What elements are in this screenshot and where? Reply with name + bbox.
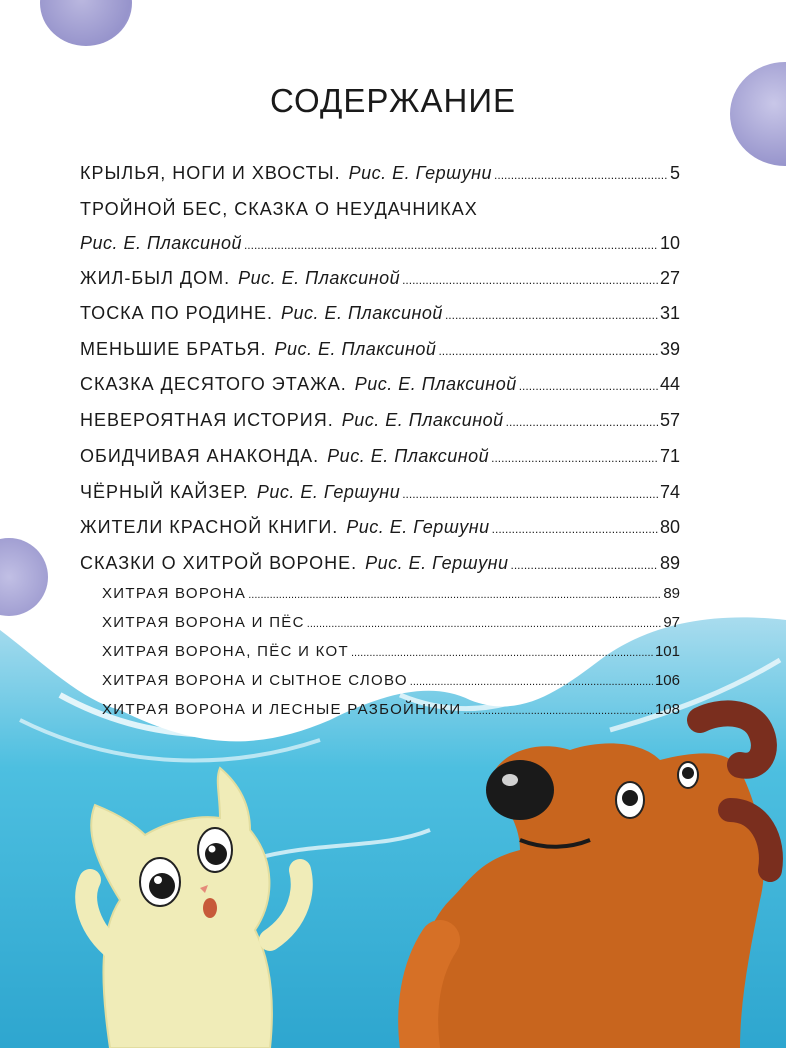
toc-subentry-page: 101 — [654, 643, 680, 660]
toc-subentry-page: 89 — [663, 585, 680, 602]
toc-subentry[interactable] — [102, 583, 680, 606]
toc-entry-author: Рис. Е. Плаксиной — [327, 446, 490, 466]
toc-entry-author: Рис. Е. Гершуни — [365, 553, 509, 573]
toc-entry-author: Рис. Е. Плаксиной — [354, 374, 517, 394]
dot-leader — [410, 671, 653, 693]
dot-leader — [438, 340, 658, 362]
dot-leader — [244, 234, 658, 256]
toc-entry[interactable] — [80, 232, 680, 256]
toc-entry-title: СКАЗКА ДЕСЯТОГО ЭТАЖА. — [80, 374, 347, 394]
dot-leader — [491, 447, 658, 469]
toc-entry-author: Рис. Е. Плаксиной — [274, 339, 437, 359]
dot-leader — [506, 411, 658, 433]
toc-entry[interactable] — [80, 552, 680, 576]
toc-entry-title: НЕВЕРОЯТНАЯ ИСТОРИЯ. — [80, 410, 334, 430]
toc-entry[interactable] — [80, 162, 680, 186]
toc-entry-title: ЖИЛ-БЫЛ ДОМ. — [80, 268, 231, 288]
toc-entry-author: Рис. Е. Плаксиной — [341, 410, 504, 430]
toc-entry-author: Рис. Е. Гершуни — [256, 482, 401, 502]
toc-entry[interactable] — [80, 516, 680, 540]
dot-leader — [402, 269, 658, 291]
toc-entry-title-line[interactable]: ТРОЙНОЙ БЕС, СКАЗКА О НЕУДАЧНИКАХ — [80, 199, 478, 219]
toc-subentry-title: ХИТРАЯ ВОРОНА И СЫТНОЕ СЛОВО — [102, 672, 408, 689]
toc-entry-title: ЧЁРНЫЙ КАЙЗЕР. — [80, 482, 249, 502]
toc-subentry[interactable] — [102, 699, 680, 722]
toc-entry-title: ОБИДЧИВАЯ АНАКОНДА. — [80, 446, 320, 466]
dot-leader — [248, 584, 661, 606]
toc-entry-page: 27 — [659, 268, 680, 288]
toc-entry[interactable] — [80, 481, 680, 505]
illustration-cat-and-dog — [0, 600, 786, 1048]
toc-entry-title: ЖИТЕЛИ КРАСНОЙ КНИГИ. — [80, 517, 339, 537]
dot-leader — [519, 375, 658, 397]
dot-leader — [492, 518, 658, 540]
dot-leader — [307, 613, 662, 635]
toc-entry-title: СКАЗКИ О ХИТРОЙ ВОРОНЕ. — [80, 553, 358, 573]
toc-subentry[interactable] — [102, 641, 680, 664]
toc-entry-page: 31 — [659, 303, 680, 323]
decorative-blob-top — [40, 0, 132, 46]
page-title: СОДЕРЖАНИЕ — [269, 82, 517, 119]
toc-subentry-title: ХИТРАЯ ВОРОНА И ПЁС — [102, 614, 305, 631]
toc-subentry-page: 106 — [654, 672, 680, 689]
toc-entry[interactable] — [80, 267, 680, 291]
toc-entry[interactable] — [80, 373, 680, 397]
toc-subentry-title: ХИТРАЯ ВОРОНА И ЛЕСНЫЕ РАЗБОЙНИКИ — [102, 701, 462, 718]
toc-entry[interactable] — [80, 445, 680, 469]
toc-entry-page: 89 — [659, 553, 680, 573]
dot-leader — [463, 700, 653, 722]
toc-entry-page: 5 — [669, 163, 680, 183]
toc-entry-page: 10 — [659, 233, 680, 253]
toc-entry-author: Рис. Е. Гершуни — [346, 517, 490, 537]
toc-entry-author: Рис. Е. Плаксиной — [238, 268, 401, 288]
toc-subentry-page: 97 — [663, 614, 680, 631]
dot-leader — [511, 554, 658, 576]
toc-entry-author: Рис. Е. Плаксиной — [280, 303, 443, 323]
toc-entry-page: 71 — [659, 446, 680, 466]
toc-entry[interactable] — [80, 338, 680, 362]
toc-entry-author: Рис. Е. Плаксиной — [80, 233, 242, 253]
dot-leader — [351, 642, 653, 664]
toc-entry-page: 80 — [659, 517, 680, 537]
toc-subentry-title: ХИТРАЯ ВОРОНА, ПЁС И КОТ — [102, 643, 349, 660]
toc-entry-page: 44 — [659, 374, 680, 394]
toc-entry-page: 57 — [659, 410, 680, 430]
toc-subentry-page: 108 — [654, 701, 680, 718]
dot-leader — [494, 164, 668, 186]
dot-leader — [445, 304, 658, 326]
toc-subentry[interactable] — [102, 670, 680, 693]
toc-entry-author: Рис. Е. Гершуни — [348, 163, 493, 183]
toc-entry-page: 74 — [659, 482, 680, 502]
toc-subentry[interactable] — [102, 612, 680, 635]
dot-leader — [402, 483, 658, 505]
toc-subentry-title: ХИТРАЯ ВОРОНА — [102, 585, 247, 602]
toc-entry-title: ТОСКА ПО РОДИНЕ. — [80, 303, 273, 323]
toc-entry-title: МЕНЬШИЕ БРАТЬЯ. — [80, 339, 267, 359]
toc-entry[interactable] — [80, 409, 680, 433]
toc-entry[interactable] — [80, 302, 680, 326]
toc-entry-title: КРЫЛЬЯ, НОГИ И ХВОСТЫ. — [80, 163, 341, 183]
toc-entry-page: 39 — [659, 339, 680, 359]
